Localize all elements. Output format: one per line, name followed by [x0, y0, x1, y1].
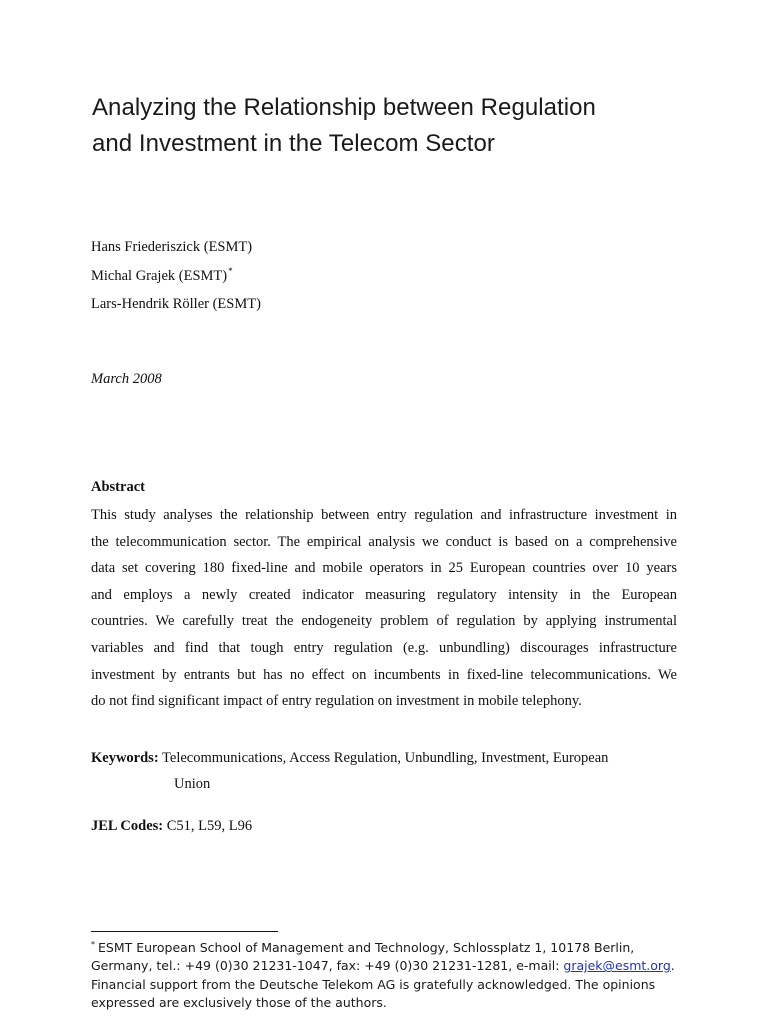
paper-title: [92, 90, 712, 162]
footnote-line-2: Germany, tel.: +49 (0)30 21231-1047, fax: +49 (0)30 21231-1281, e-mail:: [91, 958, 564, 974]
abstract-line: This study analyses the relationship between entry regulation and infrastructure investment in: [91, 507, 677, 523]
abstract-body: [91, 502, 677, 715]
abstract-line: investment by entrants but has no effect on incumbents in fixed-line telecommunications. We: [91, 666, 677, 683]
paper-title-line-1: Analyzing the Relationship between Regulation: [92, 94, 596, 121]
paper-title-line-2: and Investment in the Telecom Sector: [92, 130, 495, 157]
keywords-text: Telecommunications, Access Regulation, Unbundling, Investment, European: [162, 750, 609, 766]
author-2: Michal Grajek (ESMT)*: [91, 265, 233, 284]
footnote-line-3: Financial support from the Deutsche Telekom AG is gratefully acknowledged. The opinions: [91, 976, 656, 992]
abstract-line: the telecommunication sector. The empirical analysis we conduct is based on a comprehensive: [91, 533, 677, 550]
author-3: Lars-Hendrik Röller (ESMT): [91, 296, 261, 312]
keywords-text-continued: Union: [174, 776, 211, 792]
abstract-line: countries. We carefully treat the endogeneity problem of regulation by applying instrumental: [91, 613, 677, 630]
publication-date: March 2008: [91, 371, 162, 387]
jel-codes-section: [91, 818, 252, 835]
footnote-marker: *: [91, 940, 95, 949]
keywords-section: [91, 745, 681, 797]
author-footnote-marker: *: [228, 265, 233, 276]
keywords-label: Keywords:: [91, 750, 159, 766]
footnote-line-4: expressed are exclusively those of the authors.: [91, 994, 387, 1010]
email-link[interactable]: grajek@esmt.org: [563, 958, 671, 974]
abstract-heading: Abstract: [91, 479, 145, 495]
abstract-line: data set covering 180 fixed-line and mobile operators in 25 European countries over 10 years: [91, 560, 677, 577]
jel-codes-value: C51, L59, L96: [166, 818, 253, 834]
abstract-line: variables and find that tough entry regulation (e.g. unbundling) discourages infrastructure: [91, 639, 677, 656]
author-list: [91, 233, 261, 319]
jel-codes-label: JEL Codes:: [91, 818, 164, 834]
author-1: Hans Friederiszick (ESMT): [91, 239, 253, 255]
footnote-divider: [91, 931, 278, 932]
footnote-line-1: ESMT European School of Management and Technology, Schlossplatz 1, 10178 Berlin,: [98, 940, 635, 955]
footnote: * ESMT European School of Management and Technology, Schlossplatz 1, 10178 Berlin, Germany, tel.: +49 (0)30 21231-1047, fax: +49 (0)30 21231-1281, e-mail: grajek@esmt.org. Financial support from the Deutsche Telekom AG is gratefully acknowledged. The opinions expressed are exclusively those of the authors.: [91, 939, 671, 1012]
abstract-line: and employs a newly created indicator measuring regulatory intensity in the European: [91, 586, 677, 603]
abstract-line: do not find significant impact of entry regulation on investment in mobile telephony.: [91, 693, 582, 710]
